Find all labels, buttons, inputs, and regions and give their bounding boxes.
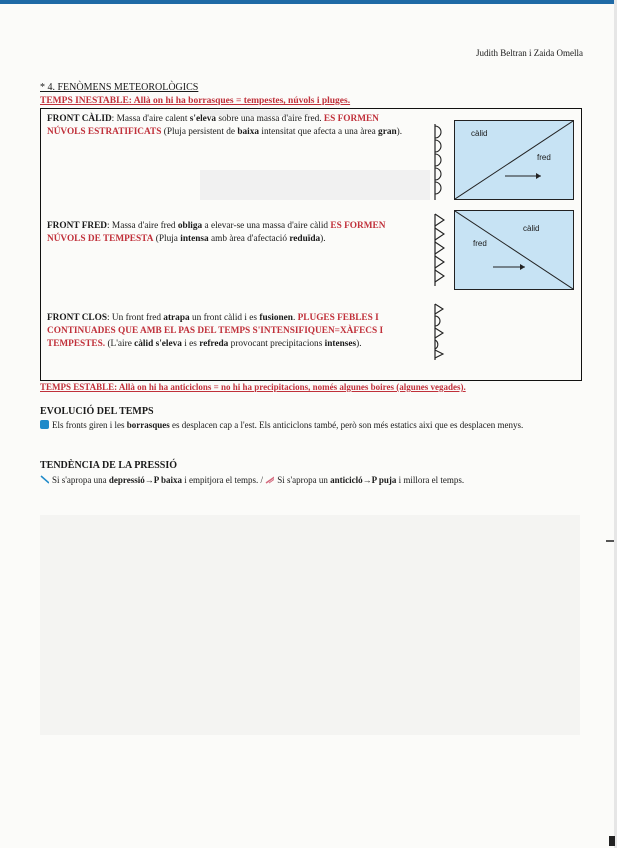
text: . <box>292 313 298 323</box>
text: borrasques <box>126 420 170 430</box>
text: obliga <box>177 221 203 231</box>
text: intenses <box>324 339 357 349</box>
text: depressió→P baixa <box>108 475 182 485</box>
front-clos-name: FRONT CLOS <box>47 313 108 323</box>
text: intensa <box>180 234 209 244</box>
label-fred: fred <box>473 239 487 248</box>
text: Si s'apropa un <box>277 475 331 485</box>
text: : Un front fred <box>107 313 164 323</box>
section-title: * 4. FENÒMENS METEOROLÒGICS <box>40 82 199 93</box>
rising-pressure-icon <box>265 475 274 484</box>
occluded-front-symbol-icon <box>432 302 448 362</box>
label-calid: càlid <box>471 129 488 138</box>
label-fred: fred <box>537 153 551 162</box>
front-clos-red: PLUGES FEBLES I CONTINUADES QUE AMB EL PAS DEL TEMPS S'INTENSIFIQUEN=XÀFECS I TEMPESTES. <box>47 313 384 349</box>
text: i empitjora el temps. / <box>181 475 266 485</box>
text: Els fronts giren i les <box>52 420 127 430</box>
tendencia-title: TENDÈNCIA DE LA PRESSIÓ <box>40 460 177 471</box>
text: reduïda <box>289 234 321 244</box>
text: i millora el temps. <box>396 475 465 485</box>
text: es desplacen cap a l'est. Els anticiclons també, però son més estatics aixi que es desplacen menys. <box>169 420 524 430</box>
front-fred-red: ES FORMEN NÚVOLS DE TEMPESTA <box>47 221 386 244</box>
text: fusionen <box>259 313 293 323</box>
evolucio-text <box>40 419 570 432</box>
text: ). <box>396 127 403 137</box>
tendencia-text <box>40 474 580 487</box>
text: un front càlid i es <box>189 313 260 323</box>
top-border <box>0 0 617 4</box>
text: (Pluja persistent de <box>161 127 238 137</box>
front-calid-red: ES FORMEN NÚVOLS ESTRATIFICATS <box>47 114 379 137</box>
text: (L'aire <box>105 339 135 349</box>
text: ). <box>320 234 326 244</box>
front-clos-text <box>47 312 419 351</box>
front-calid-text <box>47 113 419 139</box>
text: a elevar-se una massa d'aire càlid <box>202 221 331 231</box>
text: provocant precipitacions <box>228 339 325 349</box>
evolucio-title: EVOLUCIÓ DEL TEMPS <box>40 406 154 417</box>
text: càlid s'eleva <box>134 339 182 349</box>
warm-front-diagram <box>454 120 574 200</box>
front-calid-name: FRONT CÀLID <box>47 114 112 124</box>
text: atrapa <box>163 313 190 323</box>
text: sobre una massa d'aire fred. <box>216 114 324 124</box>
label-calid: càlid <box>523 224 540 233</box>
text: : Massa d'aire calent <box>111 114 190 124</box>
scan-mark <box>606 540 614 542</box>
inestable-heading: TEMPS INESTABLE: Allà on hi ha borrasques = tempestes, núvols i pluges. <box>40 96 351 106</box>
text: ). <box>356 339 362 349</box>
text: baixa <box>237 127 260 137</box>
warm-front-symbol-icon <box>432 122 448 202</box>
text: amb àrea d'afectació <box>208 234 290 244</box>
evolution-icon <box>40 420 49 429</box>
text: : Massa d'aire fred <box>107 221 178 231</box>
front-fred-name: FRONT FRED <box>47 221 108 231</box>
text: intensitat que afecta a una àrea <box>259 127 379 137</box>
text: gran <box>378 127 397 137</box>
front-fred-text <box>47 220 419 246</box>
authors: Judith Beltran i Zaida Omella <box>476 48 583 58</box>
text: refreda <box>199 339 229 349</box>
cold-front-symbol-icon <box>432 212 448 288</box>
text: i es <box>181 339 200 349</box>
text: s'eleva <box>189 114 217 124</box>
text: anticicló→P puja <box>330 475 397 485</box>
text: (Pluja <box>153 234 181 244</box>
scan-corner-mark <box>609 836 615 846</box>
diagonal-line <box>455 211 573 289</box>
estable-heading: TEMPS ESTABLE: Allà on hi ha anticiclons = no hi ha precipitacions, només algunes boires (algunes vegades). <box>40 382 466 392</box>
falling-pressure-icon <box>40 475 49 484</box>
text: Si s'apropa una <box>52 475 109 485</box>
bleed-through <box>40 515 580 735</box>
cold-front-diagram <box>454 210 574 290</box>
